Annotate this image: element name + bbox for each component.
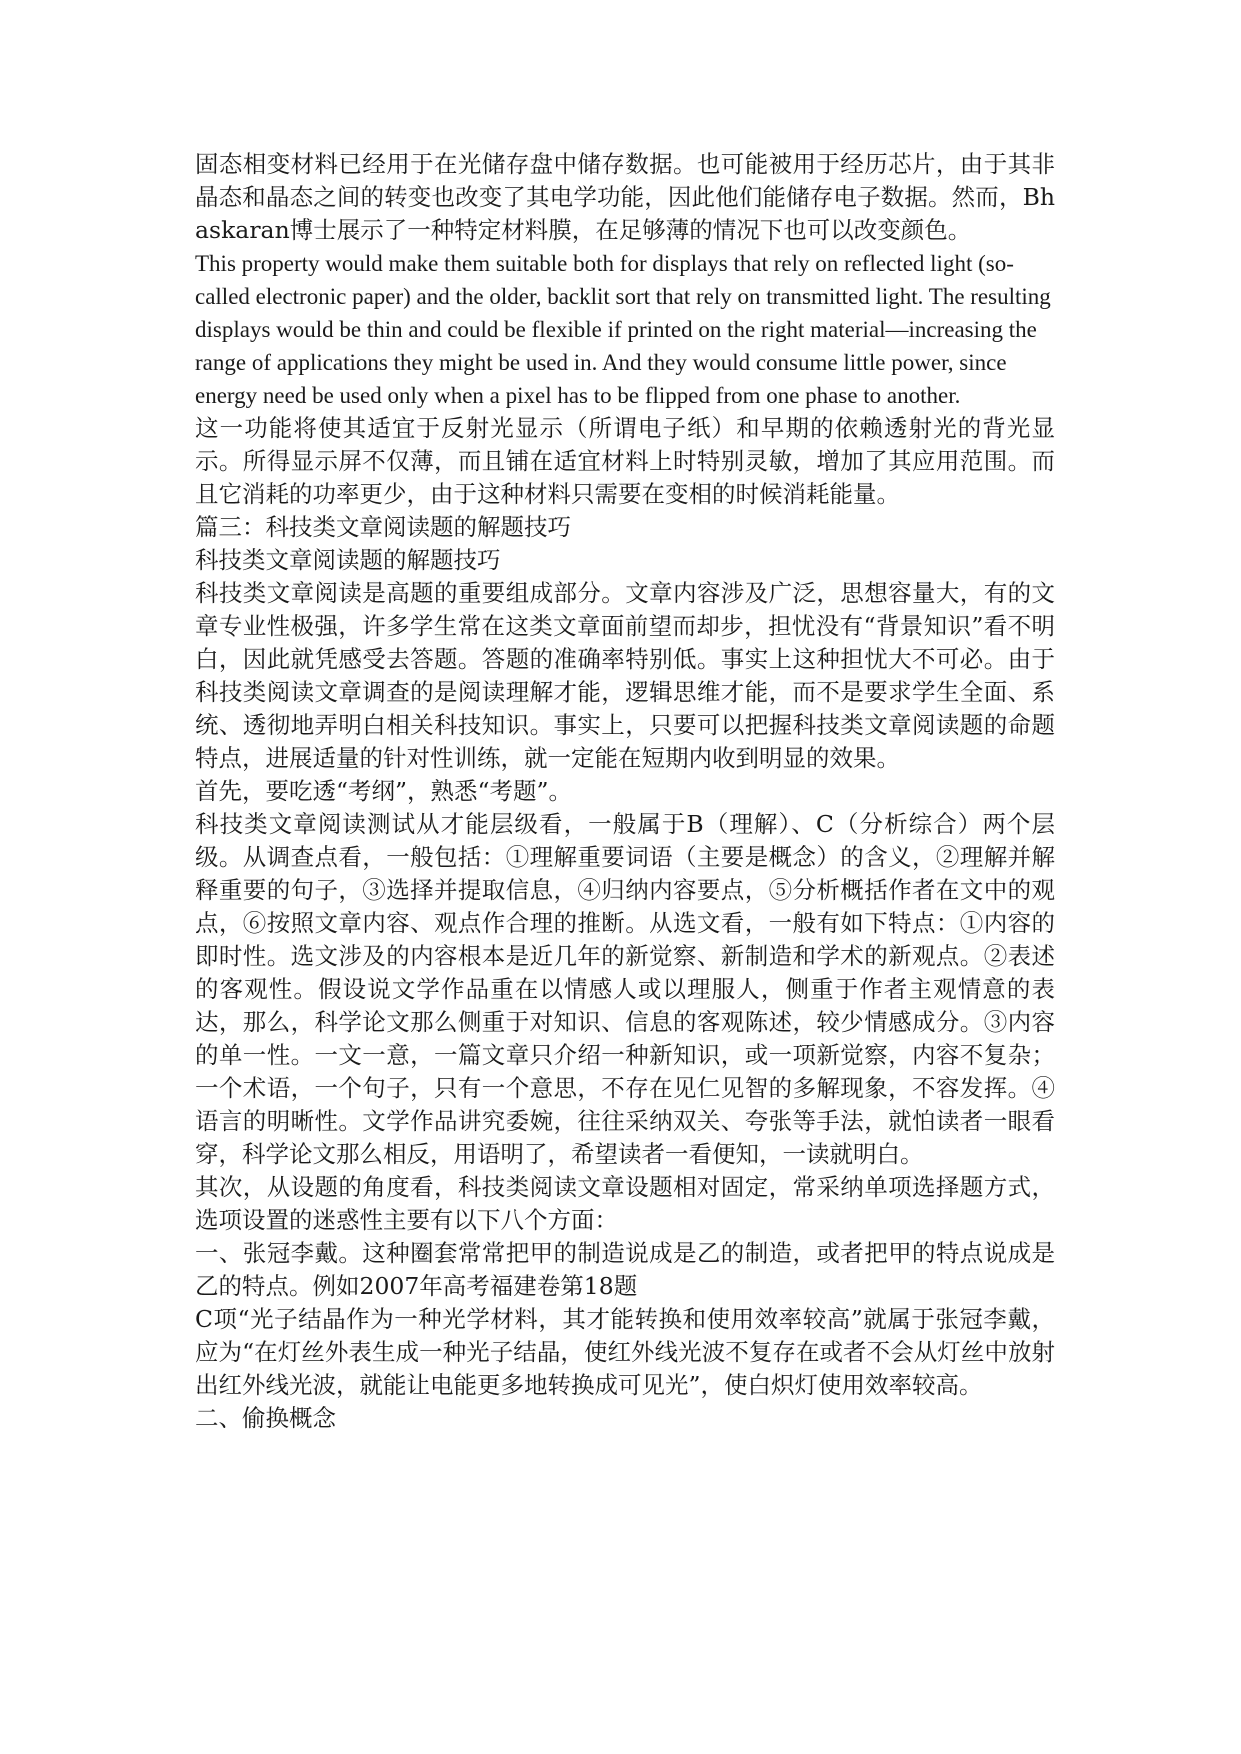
paragraph-trap-one: 一、张冠李戴。这种圈套常常把甲的制造说成是乙的制造，或者把甲的特点说成是乙的特点。例如2007年高考福建卷第18题 — [195, 1239, 1055, 1300]
paragraph-trap-two: 二、偷换概念 — [195, 1404, 336, 1432]
paragraph-intro: 科技类文章阅读是高题的重要组成部分。文章内容涉及广泛，思想容量大，有的文章专业性极强，许多学生常在这类文章面前望而却步，担忧没有“背景知识”看不明白，因此就凭感受去答题。答题的准确率特别低。事实上这种担忧大不可必。由于科技类阅读文章调查的是阅读理解才能，逻辑思维才能，而不是要求学生全面、系统、透彻地弄明白相关科技知识。事实上，只要可以把握科技类文章阅读题的命题特点，进展适量的针对性训练，就一定能在短期内收到明显的效果。 — [195, 579, 1055, 772]
paragraph-first-point: 首先，要吃透“考纲”，熟悉“考题”。 — [195, 777, 573, 805]
document-page — [195, 148, 1055, 1435]
paragraph-second-point: 其次，从设题的角度看，科技类阅读文章设题相对固定，常采纳单项选择题方式，选项设置的迷惑性主要有以下八个方面： — [195, 1173, 1055, 1234]
paragraph-example-c: C项“光子结晶作为一种光学材料，其才能转换和使用效率较高”就属于张冠李戴，应为“在灯丝外表生成一种光子结晶，使红外线光波不复存在或者不会从灯丝中放射出红外线光波，就能让电能更多地转换成可见光”，使白炽灯使用效率较高。 — [195, 1305, 1055, 1399]
paragraph-phase-change-materials: 固态相变材料已经用于在光储存盘中储存数据。也可能被用于经历芯片，由于其非晶态和晶态之间的转变也改变了其电学功能，因此他们能储存电子数据。然而，Bhaskaran博士展示了一种特定材料膜，在足够薄的情况下也可以改变颜色。 — [195, 150, 1055, 244]
paragraph-ability-levels: 科技类文章阅读测试从才能层级看，一般属于B（理解）、C（分析综合）两个层级。从调查点看，一般包括：①理解重要词语（主要是概念）的含义，②理解并解释重要的句子，③选择并提取信息，④归纳内容要点，⑤分析概括作者在文中的观点，⑥按照文章内容、观点作合理的推断。从选文看，一般有如下特点：①内容的即时性。选文涉及的内容根本是近几年的新觉察、新制造和学术的新观点。②表述的客观性。假设说文学作品重在以情感人或以理服人，侧重于作者主观情意的表达，那么，科学论文那么侧重于对知识、信息的客观陈述，较少情感成分。③内容的单一性。一文一意，一篇文章只介绍一种新知识，或一项新觉察，内容不复杂；一个术语，一个句子，只有一个意思，不存在见仁见智的多解现象，不容发挥。④语言的明晰性。文学作品讲究委婉，往往采纳双关、夸张等手法，就怕读者一眼看穿，科学论文那么相反，用语明了，希望读者一看便知，一读就明白。 — [195, 810, 1055, 1168]
section-heading: 篇三：科技类文章阅读题的解题技巧 — [195, 513, 571, 541]
paragraph-english-displays: This property would make them suitable both for displays that rely on reflected light (so-called electronic paper) and the older, backlit sort that rely on transmitted light. The resulting displays would be thin and could be flexible if printed on the right material—increasing the range of applications they might be used in. And they would consume little power, since energy need be used only when a pixel has to be flipped from one phase to another. — [195, 251, 1051, 408]
paragraph-display-translation: 这一功能将使其适宜于反射光显示（所谓电子纸）和早期的依赖透射光的背光显示。所得显示屏不仅薄，而且铺在适宜材料上时特别灵敏，增加了其应用范围。而且它消耗的功率更少，由于这种材料只需要在变相的时候消耗能量。 — [195, 414, 1055, 508]
article-title: 科技类文章阅读题的解题技巧 — [195, 546, 501, 574]
